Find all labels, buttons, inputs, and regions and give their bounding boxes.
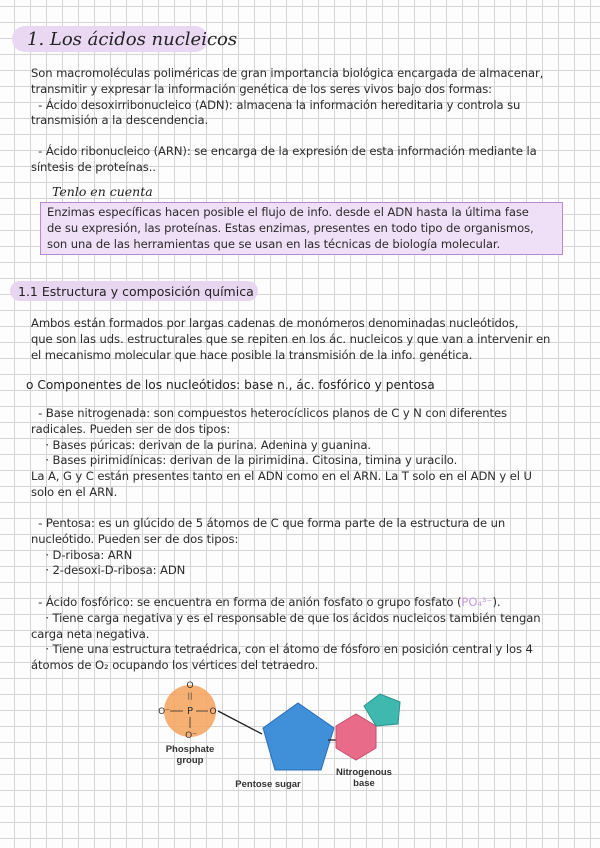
intro-paragraph — [31, 66, 591, 129]
section-title: 1.1 Estructura y composición química — [18, 284, 254, 299]
fosforico-line: átomos de O₂ ocupando los vértices del tetraedro. — [31, 658, 319, 673]
base-pentagon — [364, 694, 400, 726]
phosphate-group-label: Phosphate group — [165, 744, 215, 766]
phosphate-double-bond: || — [187, 692, 193, 700]
fosforico-paragraph — [31, 595, 596, 674]
pentose-sugar-label: Pentose sugar — [235, 779, 301, 790]
pentosa-line: nucleótido. Pueden ser de dos tipos: — [31, 531, 239, 546]
phosphate-o-right: O — [209, 707, 217, 717]
section-line: que son las uds. estructurales que se repiten en los ác. nucleicos y que van a intervenir en — [31, 331, 551, 346]
note-title: Tenlo en cuenta — [52, 184, 153, 199]
pentose-sugar-pentagon — [263, 703, 334, 770]
note-line: de su expresión, las proteínas. Estas enzimas, presentes en todo tipo de organismos, — [47, 220, 534, 235]
base-line: solo en el ARN. — [31, 484, 118, 499]
fosforico-line: · Tiene carga negativa y es el responsable de que los ácidos nucleicos también tengan — [31, 610, 541, 625]
arn-paragraph — [31, 144, 591, 176]
phosphate-p: P — [186, 706, 194, 717]
fosforico-text: - Ácido fosfórico: se encuentra en forma de anión fosfato o grupo fosfato ( — [31, 595, 462, 609]
phosphate-o-left: O⁻ — [158, 707, 170, 717]
section-line: Ambos están formados por largas cadenas de monómeros denominadas nucleótidos, — [31, 316, 519, 330]
section-line: el mecanismo molecular que hace posible la transmisión de la info. genética. — [31, 347, 473, 362]
section-paragraph — [31, 316, 596, 363]
note-line: Enzimas específicas hacen posible el flujo de info. desde el ADN hasta la última fase — [47, 205, 529, 219]
nitrogenous-base-label: Nitrogenous base — [336, 767, 392, 789]
intro-line: transmitir y expresar la información genética de los seres vivos bajo dos formas: — [31, 81, 492, 96]
base-line: - Base nitrogenada: son compuestos heterocíclicos planos de C y N con diferentes — [31, 406, 507, 420]
fosforico-line — [31, 595, 596, 611]
phosphate-o-top: O — [186, 681, 194, 691]
phosphate-sugar-bond — [218, 711, 262, 734]
fosforico-line: carga neta negativa. — [31, 626, 150, 641]
note-line: son una de las herramientas que se usan en las técnicas de biología molecular. — [47, 236, 501, 251]
arn-line: - Ácido ribonucleico (ARN): se encarga de la expresión de esta información mediante la — [31, 144, 537, 158]
pentosa-line: - Pentosa: es un glúcido de 5 átomos de C que forma parte de la estructura de un — [31, 516, 506, 530]
intro-line: transmisión a la descendencia. — [31, 113, 209, 128]
phosphate-formula: PO₄³⁻ — [461, 595, 493, 609]
base-line: · Bases pirimidínicas: derivan de la pirimidina. Citosina, timina y uracilo. — [31, 453, 458, 468]
base-line: La A, G y C están presentes tanto en el ADN como en el ARN. La T solo en el ADN y el U — [31, 469, 532, 484]
components-title: o Componentes de los nucleótidos: base n., ác. fosfórico y pentosa — [26, 378, 435, 392]
pentosa-line: · 2-desoxi-D-ribosa: ADN — [31, 563, 186, 578]
pentosa-paragraph — [31, 516, 596, 579]
fosforico-line: · Tiene una estructura tetraédrica, con el átomo de fósforo en posición central y los 4 — [31, 642, 533, 657]
pentosa-line: · D-ribosa: ARN — [31, 547, 133, 562]
base-line: · Bases púricas: derivan de la purina. Adenina y guanina. — [31, 437, 371, 452]
base-paragraph — [31, 406, 596, 501]
note-box — [40, 202, 563, 255]
arn-line: síntesis de proteínas.. — [31, 159, 156, 174]
fosforico-text-end: ). — [492, 595, 501, 609]
base-line: radicales. Pueden ser de dos tipos: — [31, 421, 231, 436]
page-title: 1. Los ácidos nucleicos — [27, 29, 238, 50]
intro-line: - Ácido desoxirribonucleico (ADN): almacena la información hereditaria y controla su — [31, 97, 521, 112]
base-hexagon — [336, 714, 376, 760]
intro-line: Son macromoléculas poliméricas de gran importancia biológica encargada de almacenar, — [31, 66, 544, 80]
phosphate-o-bottom: O⁻ — [185, 731, 197, 741]
